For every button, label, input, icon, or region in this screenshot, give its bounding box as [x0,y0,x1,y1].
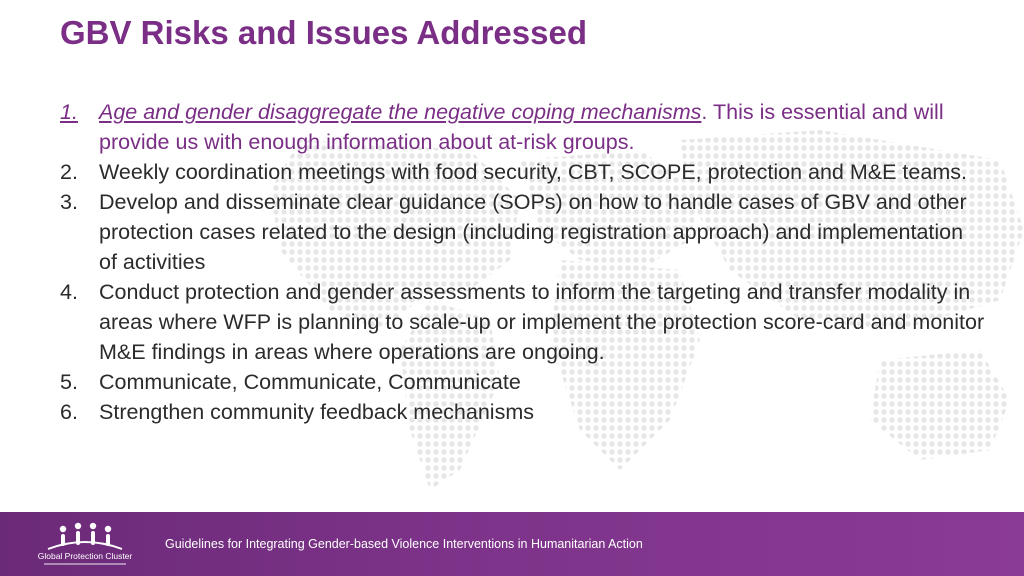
footer-caption: Guidelines for Integrating Gender-based Violence Interventions in Humanitarian Action [165,537,643,551]
list-number: 1. [60,100,78,124]
list-item-text: Strengthen community feedback mechanisms [99,400,534,424]
logo-subline [44,563,126,565]
global-protection-cluster-logo [30,518,140,572]
list-item [60,367,985,397]
list-number: 6. [60,400,78,424]
list-item [60,397,985,427]
footer-bar [0,512,1024,576]
list-item-text: Conduct protection and gender assessments to inform the targeting and transfer modality in areas where WFP is planning to scale-up or implement the protection score-card and monitor M&E findings in areas where operations are ongoing. [99,280,985,364]
list-item [60,157,985,187]
list-item [60,187,985,277]
slide-title: GBV Risks and Issues Addressed [60,14,587,51]
list-item-text: Weekly coordination meetings with food security, CBT, SCOPE, protection and M&E teams. [99,160,967,184]
list-item [60,97,985,157]
list-item-text: Communicate, Communicate, Communicate [99,370,521,394]
list-number: 5. [60,370,78,394]
list-item-text: Develop and disseminate clear guidance (SOPs) on how to handle cases of GBV and other protection cases related to the design (including registration approach) and implementation of activities [99,190,967,274]
list-number: 3. [60,190,78,214]
people-icon [30,518,140,552]
recommendations-list [60,97,985,427]
list-item-text: . This is essential and will provide us with enough information about at-risk groups. [99,100,944,154]
list-item [60,277,985,367]
logo-text: Global Protection Cluster [37,551,133,561]
list-item-emphasis: Age and gender disaggregate the negative coping mechanisms [99,100,702,124]
list-number: 4. [60,280,78,304]
list-number: 2. [60,160,78,184]
